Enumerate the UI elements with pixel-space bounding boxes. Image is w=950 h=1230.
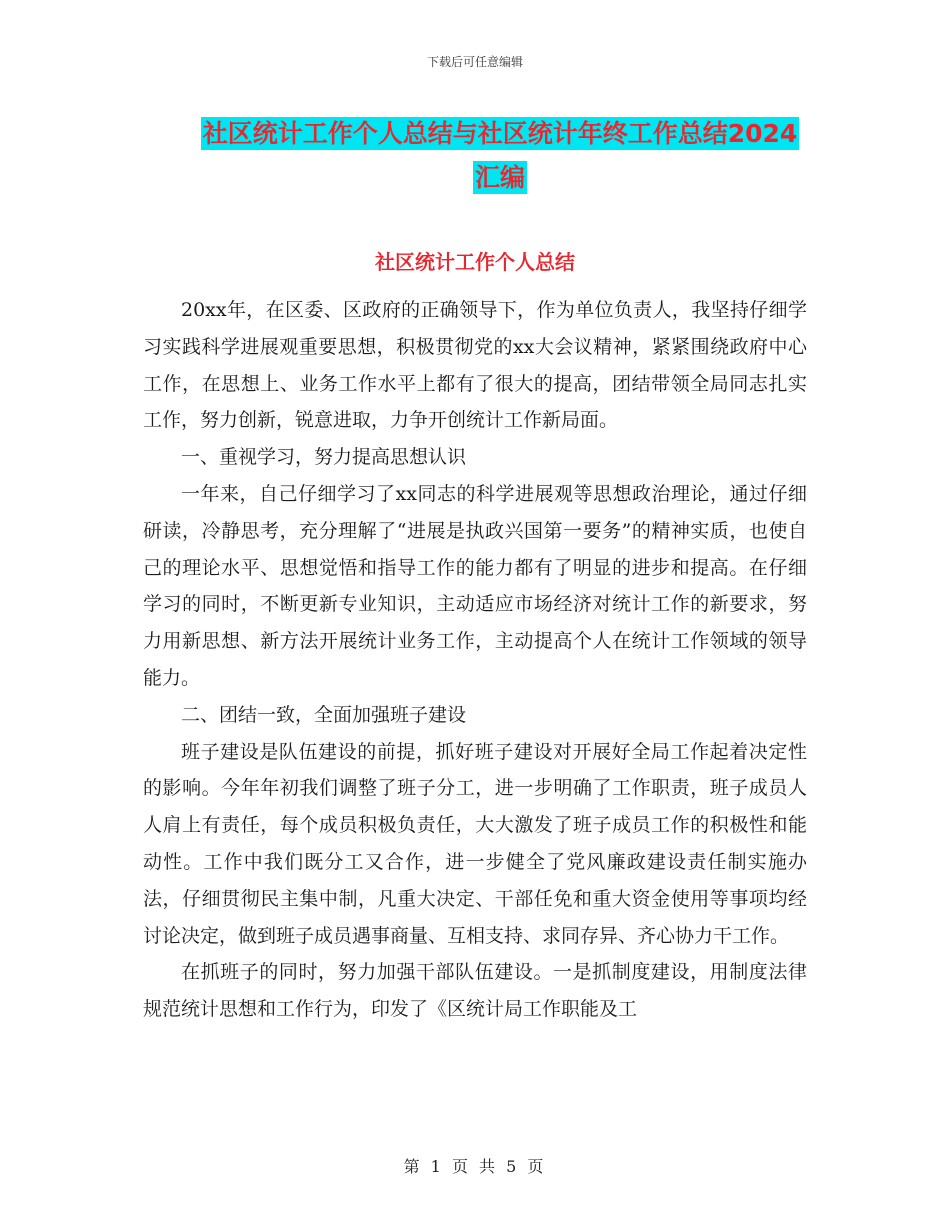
section-title: 社区统计工作个人总结 xyxy=(375,250,575,274)
paragraph-intro: 20xx年，在区委、区政府的正确领导下，作为单位负责人，我坚持仔细学习实践科学进展观重要思想，积极贯彻党的xx大会议精神，紧紧围绕政府中心工作，在思想上、业务工作水平上都有了很大的提高，团结带领全局同志扎实工作，努力创新，锐意进取，力争开创统计工作新局面。 xyxy=(143,299,807,432)
document-body xyxy=(143,292,807,1028)
document-title xyxy=(190,112,810,200)
paragraph-study: 一年来，自己仔细学习了xx同志的科学进展观等思想政治理论，通过仔细研读，冷静思考，充分理解了“进展是执政兴国第一要务”的精神实质，也使自己的理论水平、思想觉悟和指导工作的能力都有了明显的进步和提高。在仔细学习的同时，不断更新专业知识，主动适应市场经济对统计工作的新要求，努力用新思想、新方法开展统计业务工作，主动提高个人在统计工作领域的领导能力。 xyxy=(143,482,807,689)
heading-two: 二、团结一致，全面加强班子建设 xyxy=(181,703,467,726)
header-note: 下载后可任意编辑 xyxy=(426,55,523,69)
paragraph-cadre: 在抓班子的同时，努力加强干部队伍建设。一是抓制度建设，用制度法律规范统计思想和工作行为，印发了《区统计局工作职能及工 xyxy=(143,961,807,1021)
document-title-text: 社区统计工作个人总结与社区统计年终工作总结2024汇编 xyxy=(202,119,798,192)
heading-one: 一、重视学习，努力提高思想认识 xyxy=(181,446,467,469)
page-indicator: 第 1 页 共 5 页 xyxy=(403,1157,547,1176)
paragraph-team: 班子建设是队伍建设的前提，抓好班子建设对开展好全局工作起着决定性的影响。今年年初我们调整了班子分工，进一步明确了工作职责，班子成员人人肩上有责任，每个成员积极负责任，大大激发了班子成员工作的积极性和能动性。工作中我们既分工又合作，进一步健全了党风廉政建设责任制实施办法，仔细贯彻民主集中制，凡重大决定、干部任免和重大资金使用等事项均经讨论决定，做到班子成员遇事商量、互相支持、求同存异、齐心协力干工作。 xyxy=(143,740,807,947)
